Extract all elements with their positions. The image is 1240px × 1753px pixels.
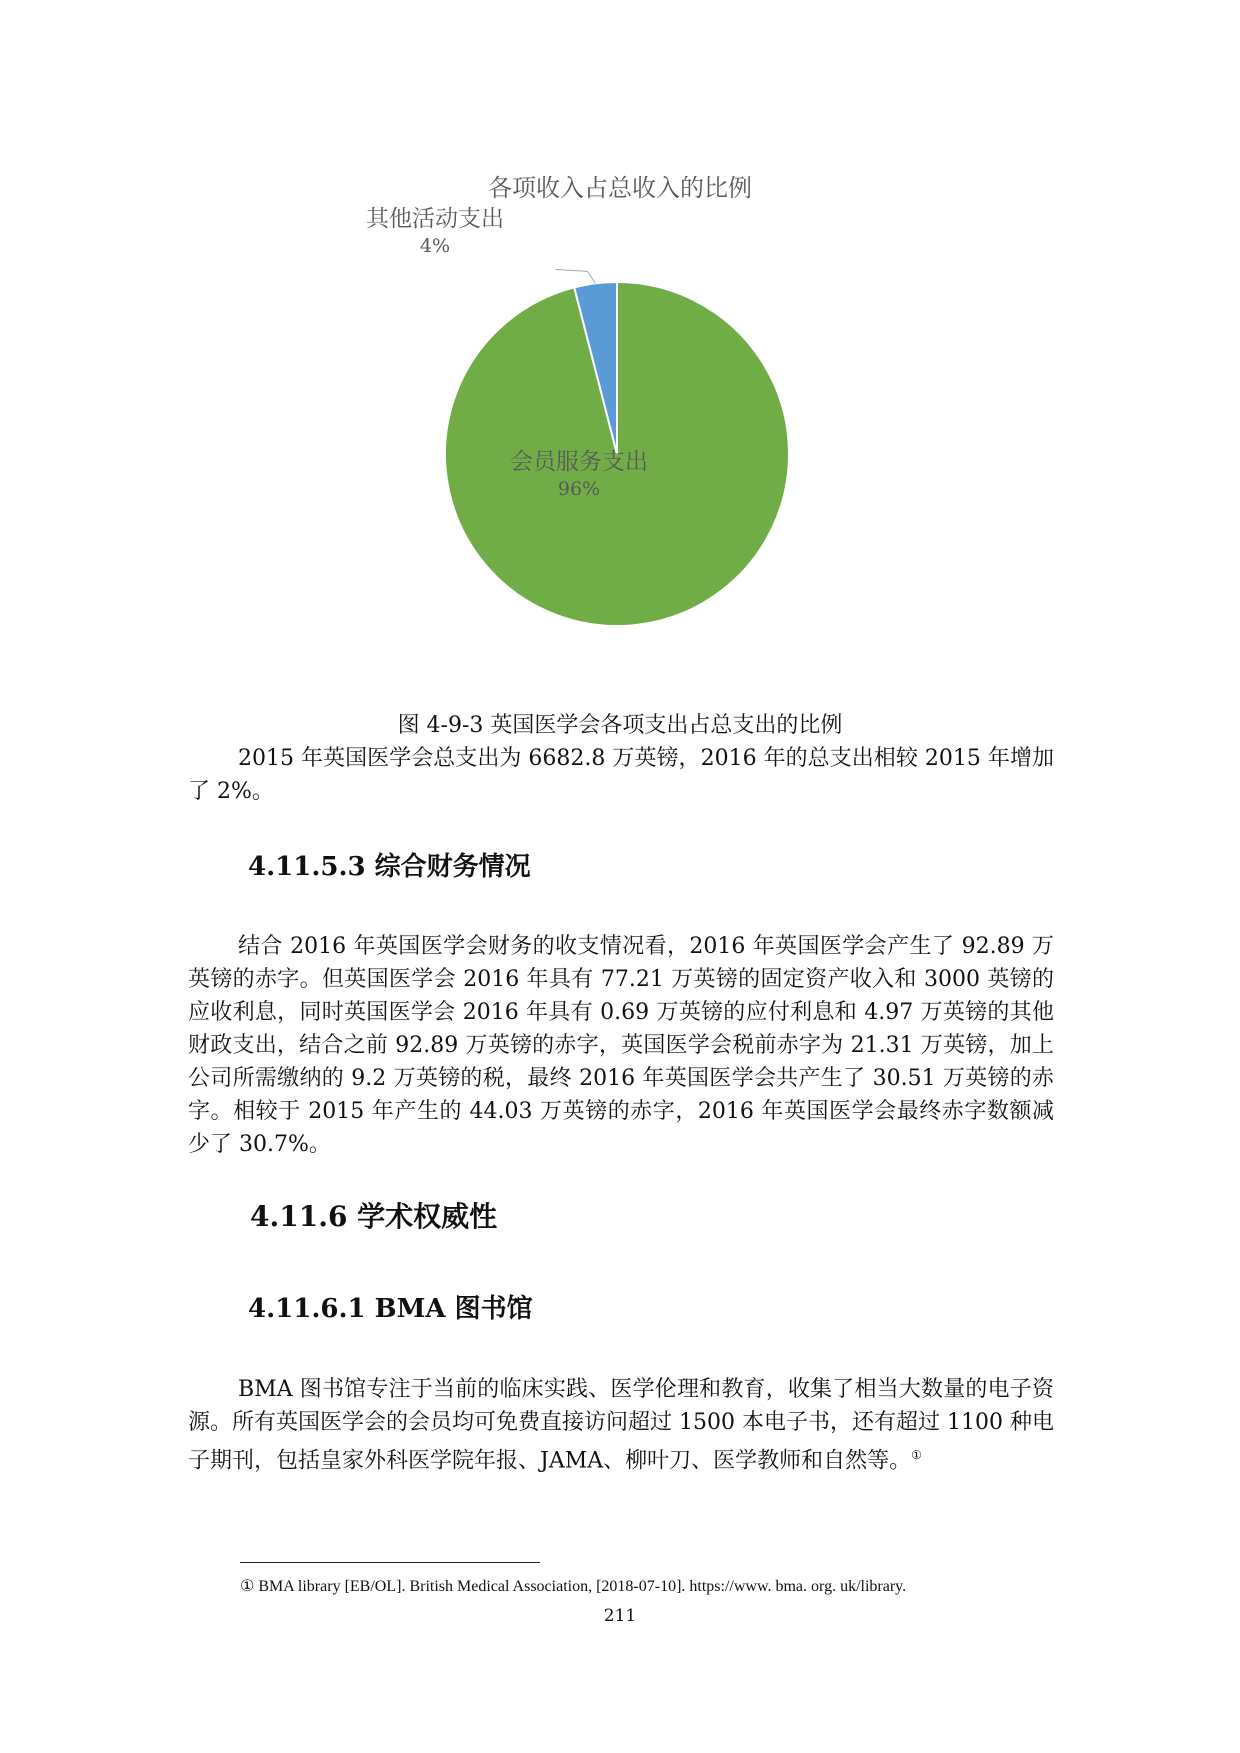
- footnote-reference[interactable]: ①: [911, 1448, 922, 1462]
- paragraph-financial-summary: 结合 2016 年英国医学会财务的收支情况看，2016 年英国医学会产生了 92.89 万英镑的赤字。但英国医学会 2016 年具有 77.21 万英镑的固定资产收入和 3000 英镑的应收利息，同时英国医学会 2016 年具有 0.69 万英镑的应付利息和 4.97 万英镑的其他财政支出，结合之前 92.89 万英镑的赤字，英国医学会税前赤字为 21.31 万英镑，加上公司所需缴纳的 9.2 万英镑的税，最终 2016 年英国医学会共产生了 30.51 万英镑的赤字。相较于 2015 年产生的 44.03 万英镑的赤字，2016 年英国医学会最终赤字数额减少了 30.7%。: [188, 934, 1054, 1157]
- paragraph-total-expenditure: 2015 年英国医学会总支出为 6682.8 万英镑，2016 年的总支出相较 2015 年增加了 2%。: [188, 746, 1054, 804]
- slice-label-percent: 96%: [557, 478, 601, 500]
- paragraph-text: BMA 图书馆专注于当前的临床实践、医学伦理和教育，收集了相当大数量的电子资源。所有英国医学会的会员均可免费直接访问超过 1500 本电子书，还有超过 1100 种电子期刊，包括皇家外科医学院年报、JAMA、柳叶刀、医学教师和自然等。: [188, 1377, 1054, 1474]
- heading-4-11-6-1: 4.11.6.1 BMA 图书馆: [248, 1294, 533, 1324]
- slice-label-percent: 4%: [419, 235, 451, 257]
- paragraph-bma-library: [188, 1373, 1054, 1477]
- chart-title: 各项收入占总收入的比例: [488, 174, 752, 202]
- heading-4-11-5-3: 4.11.5.3 综合财务情况: [248, 852, 531, 882]
- slice-label-member-services: [510, 443, 648, 500]
- figure-caption: 图 4-9-3 英国医学会各项支出占总支出的比例: [397, 713, 843, 738]
- leader-line: [555, 269, 595, 283]
- pie-chart: [340, 150, 900, 670]
- slice-label-text: 会员服务支出: [510, 449, 648, 475]
- slice-label-text: 其他活动支出: [366, 206, 504, 232]
- footnote-divider: [240, 1562, 540, 1563]
- page-number: 211: [603, 1606, 637, 1626]
- slice-label-other-activities: [366, 200, 504, 257]
- heading-4-11-6: 4.11.6 学术权威性: [250, 1200, 498, 1233]
- footnote-text: ① BMA library [EB/OL]. British Medical Association, [2018-07-10]. https://www. bma. org. uk/library.: [240, 1578, 907, 1595]
